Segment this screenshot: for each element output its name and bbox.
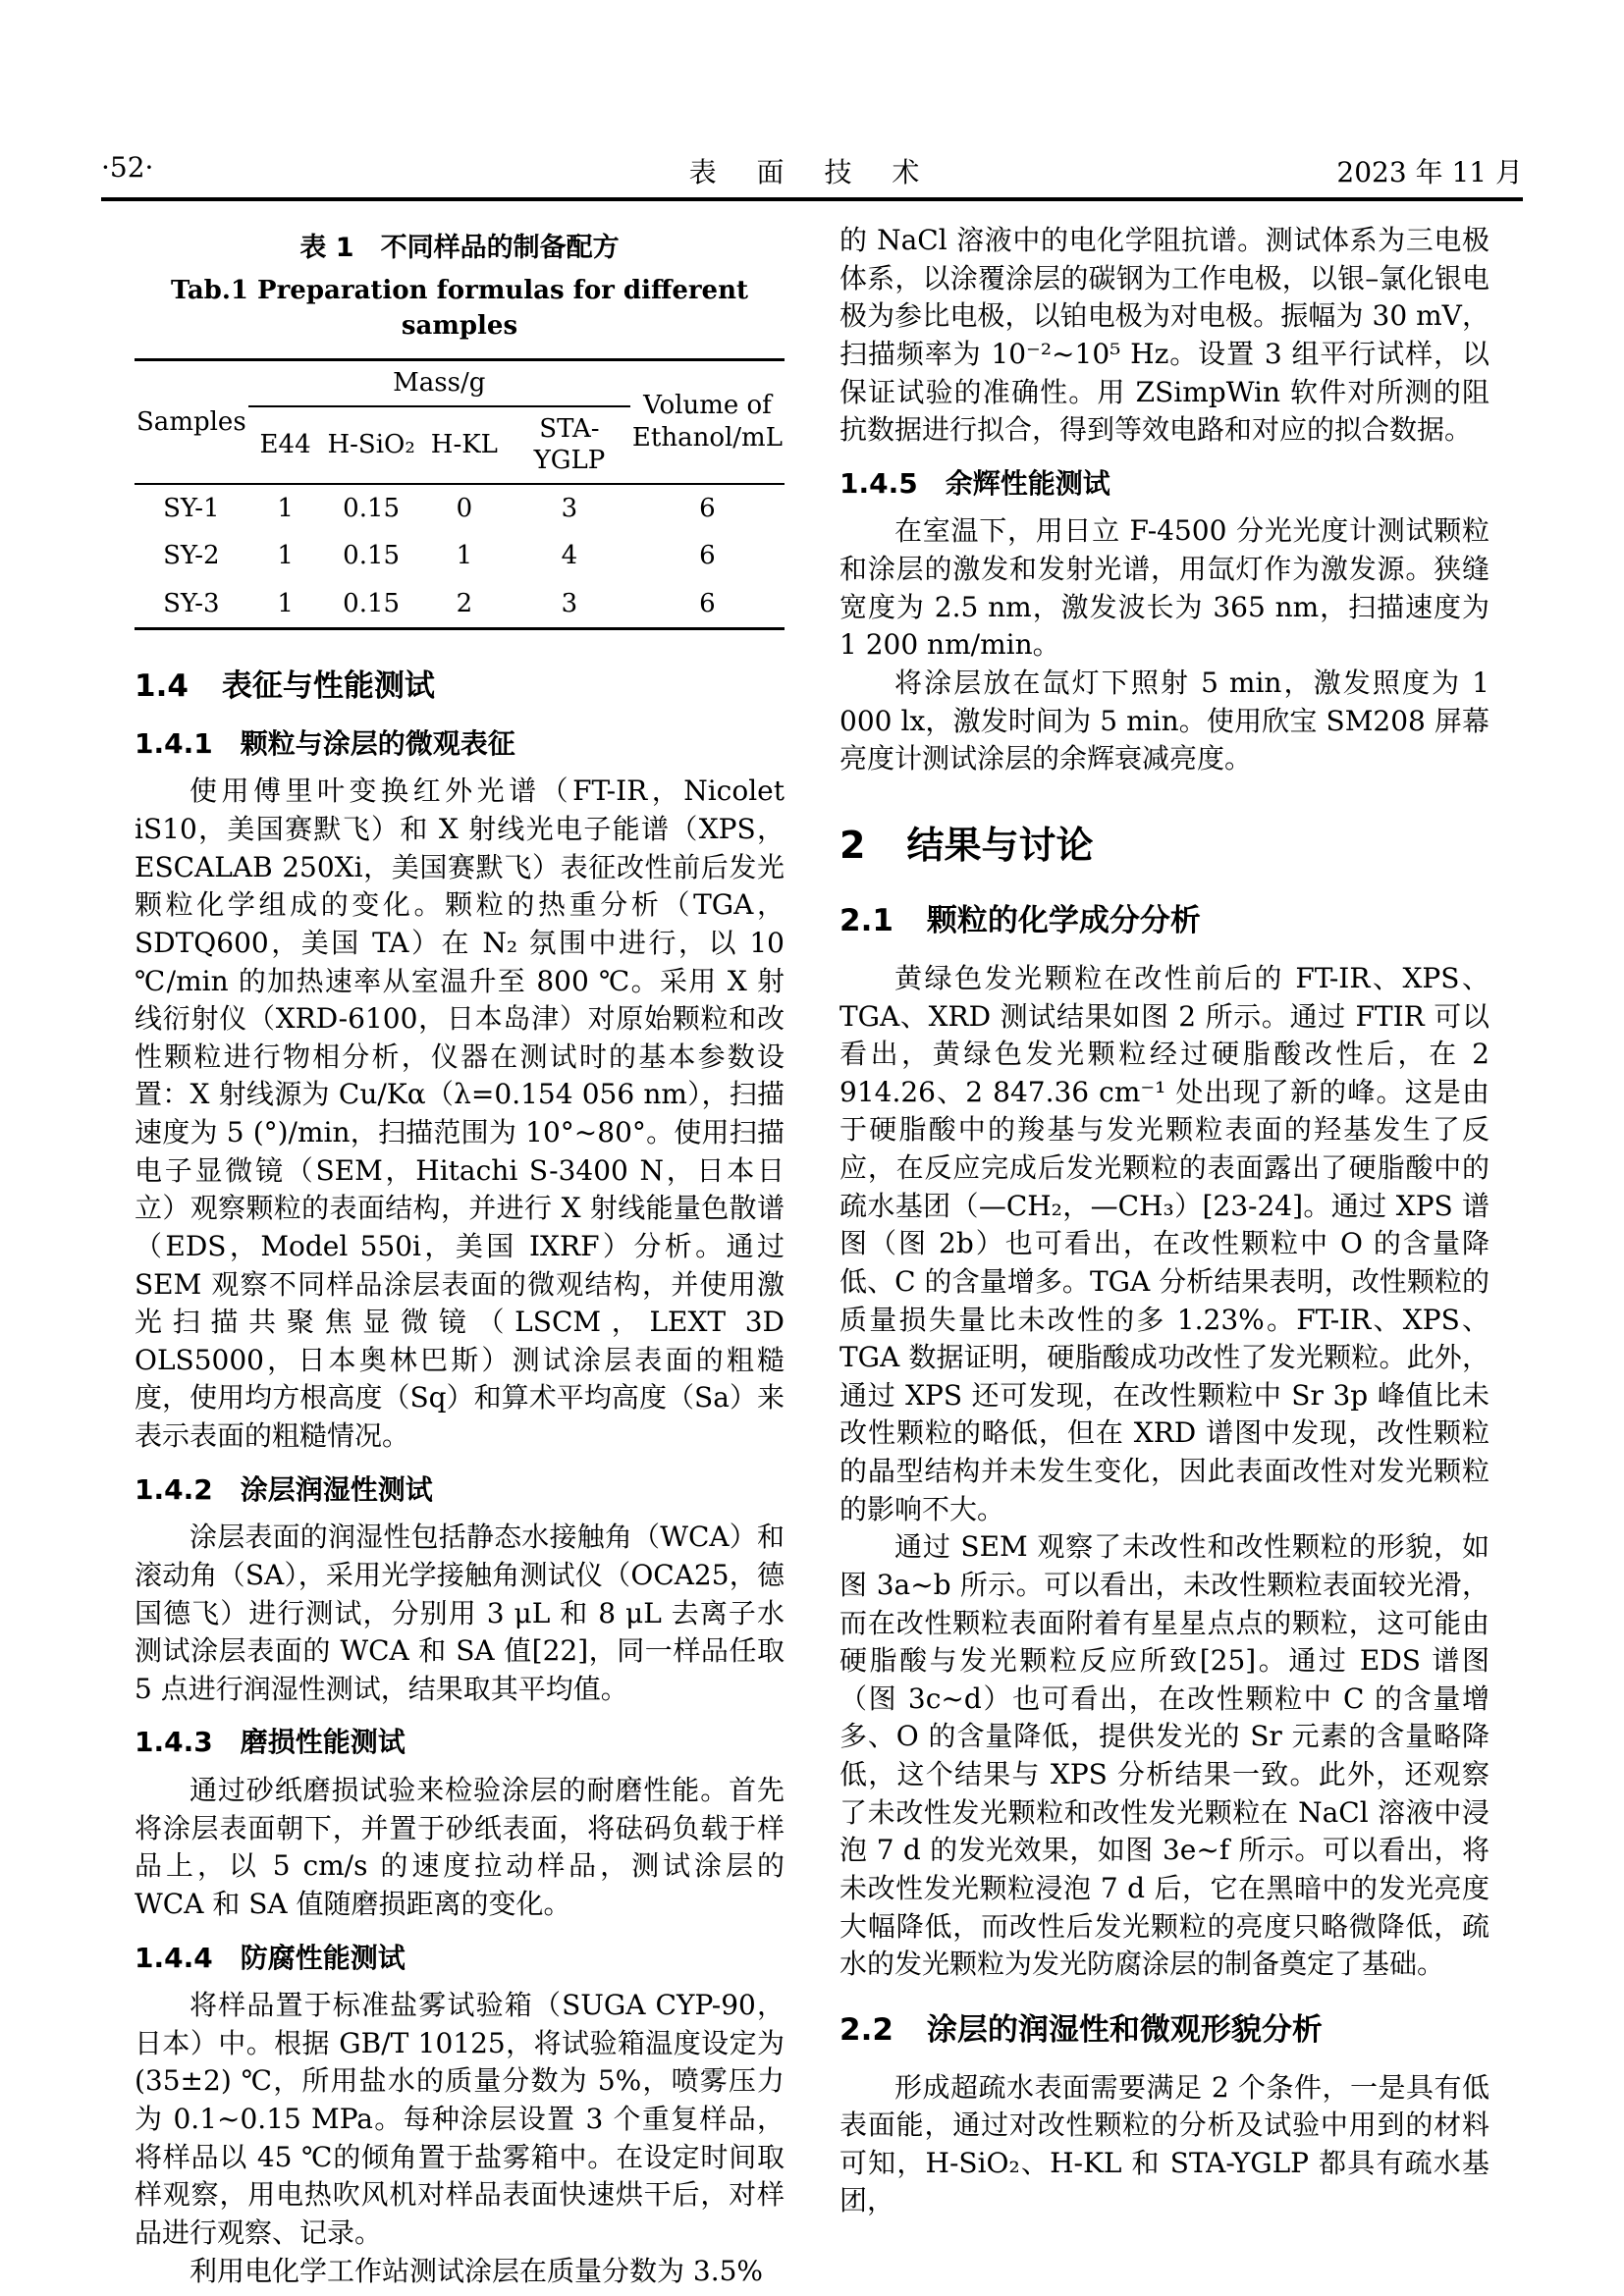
cell-sta: 3 bbox=[561, 493, 578, 523]
paragraph-2-2: 形成超疏水表面需要满足 2 个条件，一是具有低表面能，通过对改性颗粒的分析及试验中用到的材料可知，H-SiO₂、H-KL 和 STA-YGLP 都具有疏水基团， bbox=[839, 2070, 1489, 2217]
subcolumn-e44: E44 bbox=[248, 406, 323, 484]
section-heading-1-4-2 bbox=[135, 1471, 785, 1510]
paragraph-1-4-5a: 在室温下，用日立 F-4500 分光光度计测试颗粒和涂层的激发和发射光谱，用氙灯作为激发源。狭缝宽度为 2.5 nm，激发波长为 365 nm，扫描速度为 1 200 nm/min。 bbox=[839, 514, 1489, 662]
section-number: 2 bbox=[839, 823, 866, 867]
cell-e44: 1 bbox=[277, 493, 294, 523]
preparation-formulas-table bbox=[135, 358, 785, 630]
right-column bbox=[839, 222, 1489, 2220]
running-head bbox=[101, 145, 1523, 190]
cell-sta: 4 bbox=[561, 541, 578, 570]
column-header-volume bbox=[630, 360, 785, 484]
cell-hsio2: 0.15 bbox=[343, 541, 401, 570]
section-title: 磨损性能测试 bbox=[240, 1726, 406, 1759]
cell-ethanol: 6 bbox=[699, 588, 716, 618]
table-row bbox=[135, 580, 785, 629]
header-rule bbox=[101, 197, 1523, 201]
paragraph-1-4-4a: 将样品置于标准盐雾试验箱（SUGA CYP-90，日本）中。根据 GB/T 10125，将试验箱温度设定为 (35±2) ℃，所用盐水的质量分数为 5%，喷雾压力为 0.1~0.15 MPa。每种涂层设置 3 个重复样品，将样品以 45 ℃的倾角置于盐雾箱中。在设定时间取样观察，用电热吹风机对样品表面快速烘干后，对样品进行观察、记录。 bbox=[135, 1989, 785, 2249]
cell-sample: SY-1 bbox=[163, 493, 220, 523]
section-title: 颗粒与涂层的微观表征 bbox=[240, 726, 515, 760]
section-heading-1-4 bbox=[135, 666, 785, 708]
table-1-block bbox=[135, 230, 785, 630]
paragraph-1-4-4b: 利用电化学工作站测试涂层在质量分数为 3.5% bbox=[189, 2254, 764, 2287]
column-header-mass: Mass/g bbox=[248, 360, 630, 406]
section-title: 表征与性能测试 bbox=[221, 668, 435, 704]
section-number: 2.1 bbox=[839, 903, 893, 939]
cell-e44: 1 bbox=[277, 541, 294, 570]
paragraph-1-4-3: 通过砂纸磨损试验来检验涂层的耐磨性能。首先将涂层表面朝下，并置于砂纸表面，将砝码负载于样品上，以 5 cm/s 的速度拉动样品，测试涂层的 WCA 和 SA 值随磨损距离的变化。 bbox=[135, 1774, 785, 1920]
table-row bbox=[135, 532, 785, 580]
cell-hkl: 1 bbox=[456, 541, 473, 570]
section-number: 1.4.4 bbox=[135, 1941, 213, 1974]
cell-hkl: 2 bbox=[456, 588, 473, 618]
cell-hsio2: 0.15 bbox=[343, 493, 401, 523]
section-number: 1.4.3 bbox=[135, 1726, 213, 1759]
section-heading-1-4-3 bbox=[135, 1724, 785, 1762]
section-title: 颗粒的化学成分分析 bbox=[926, 903, 1201, 939]
cell-e44: 1 bbox=[277, 588, 294, 618]
section-title: 防腐性能测试 bbox=[240, 1941, 406, 1974]
paragraph-2-1b: 通过 SEM 观察了未改性和改性颗粒的形貌，如图 3a~b 所示。可以看出，未改性颗粒表面较光滑，而在改性颗粒表面附着有星星点点的颗粒，这可能由硬脂酸与发光颗粒反应所致[25]。通过 EDS 谱图（图 3c~d）也可看出，在改性颗粒中 C 的含量增多、O 的含量降低，提供发光的 Sr 元素的含量略降低，这个结果与 XPS 分析结果一致。此外，还观察了未改性发光颗粒和改性发光颗粒在 NaCl 溶液中浸泡 7 d 的发光效果，如图 3e~f 所示。可以看出，将未改性发光颗粒浸泡 7 d 后，它在黑暗中的发光亮度大幅降低，而改性后发光颗粒的亮度只略微降低，疏水的发光颗粒为发光防腐涂层的制备奠定了基础。 bbox=[839, 1530, 1489, 1981]
section-title: 涂层润湿性测试 bbox=[240, 1472, 433, 1506]
issue-date: 2023 年 11 月 bbox=[1336, 156, 1523, 188]
left-column bbox=[135, 222, 785, 2290]
section-heading-2 bbox=[839, 820, 1489, 871]
subcolumn-hsio2: H-SiO₂ bbox=[323, 406, 420, 484]
paragraph-2-1a: 黄绿色发光颗粒在改性前后的 FT-IR、XPS、TGA、XRD 测试结果如图 2 所示。通过 FTIR 可以看出，黄绿色发光颗粒经过硬脂酸改性后，在 2 914.26、2 847.36 cm⁻¹ 处出现了新的峰。这是由于硬脂酸中的羧基与发光颗粒表面的羟基发生了反应，在反应完成后发光颗粒的表面露出了硬脂酸中的疏水基团（—CH₂，—CH₃）[23-24]。通过 XPS 谱图（图 2b）也可看出，在改性颗粒中 O 的含量降低、C 的含量增多。TGA 分析结果表明，改性颗粒的质量损失量比未改性的多 1.23%。FT-IR、XPS、TGA 数据证明，硬脂酸成功改性了发光颗粒。此外，通过 XPS 还可发现，在改性颗粒中 Sr 3p 峰值比未改性颗粒的略低，但在 XRD 谱图中发现，改性颗粒的晶型结构并未发生变化，因此表面改性对发光颗粒的影响不大。 bbox=[839, 961, 1489, 1525]
paragraph-continuation: 的 NaCl 溶液中的电化学阻抗谱。测试体系为三电极体系，以涂覆涂层的碳钢为工作电极，以银–氯化银电极为参比电极，以铂电极为对电极。振幅为 30 mV，扫描频率为 10⁻²~10⁵ Hz。设置 3 组平行试样，以保证试验的准确性。用 ZSimpWin 软件对所测的阻抗数据进行拟合，得到等效电路和对应的拟合数据。 bbox=[839, 224, 1489, 447]
column-header-volume-line1: Volume of bbox=[643, 391, 772, 421]
section-heading-1-4-4 bbox=[135, 1940, 785, 1978]
section-number: 1.4 bbox=[135, 668, 189, 704]
section-number: 1.4.1 bbox=[135, 726, 213, 760]
section-heading-2-2 bbox=[839, 2009, 1489, 2052]
section-number: 2.2 bbox=[839, 2011, 893, 2048]
section-heading-1-4-5 bbox=[839, 465, 1489, 504]
cell-hsio2: 0.15 bbox=[343, 588, 401, 618]
page-number: ·52· bbox=[101, 151, 154, 184]
table-title-zh: 表 1 不同样品的制备配方 bbox=[299, 233, 620, 263]
cell-hkl: 0 bbox=[456, 493, 473, 523]
subcolumn-hkl: H-KL bbox=[420, 406, 509, 484]
section-title: 涂层的润湿性和微观形貌分析 bbox=[926, 2011, 1323, 2048]
section-heading-2-1 bbox=[839, 900, 1489, 942]
table-row bbox=[135, 484, 785, 533]
cell-sta: 3 bbox=[561, 588, 578, 618]
section-number: 1.4.2 bbox=[135, 1472, 213, 1506]
cell-sample: SY-2 bbox=[163, 541, 220, 570]
table-title-en: Tab.1 Preparation formulas for different samples bbox=[170, 276, 749, 342]
column-header-samples: Samples bbox=[135, 360, 248, 484]
subcolumn-sta-yglp: STA-YGLP bbox=[509, 406, 630, 484]
cell-ethanol: 6 bbox=[699, 541, 716, 570]
column-header-volume-line2: Ethanol/mL bbox=[631, 422, 783, 453]
paragraph-1-4-2: 涂层表面的润湿性包括静态水接触角（WCA）和滚动角（SA），采用光学接触角测试仪（OCA25，德国德飞）进行测试，分别用 3 μL 和 8 μL 去离子水测试涂层表面的 WCA 和 SA 值[22]，同一样品任取 5 点进行润湿性测试，结果取其平均值。 bbox=[135, 1521, 785, 1705]
paragraph-1-4-5b: 将涂层放在氙灯下照射 5 min，激发照度为 1 000 lx，激发时间为 5 min。使用欣宝 SM208 屏幕亮度计测试涂层的余辉衰减亮度。 bbox=[839, 666, 1489, 775]
paragraph-1-4-1: 使用傅里叶变换红外光谱（FT-IR，Nicolet iS10，美国赛默飞）和 X 射线光电子能谱（XPS，ESCALAB 250Xi，美国赛默飞）表征改性前后发光颗粒化学组成的变化。颗粒的热重分析（TGA，SDTQ600，美国 TA）在 N₂ 氛围中进行，以 10 ℃/min 的加热速率从室温升至 800 ℃。采用 X 射线衍射仪（XRD-6100，日本岛津）对原始颗粒和改性颗粒进行物相分析，仪器在测试时的基本参数设置：X 射线源为 Cu/Kα（λ=0.154 056 nm），扫描速度为 5 (°)/min，扫描范围为 10°~80°。使用扫描电子显微镜（SEM，Hitachi S-3400 N，日本日立）观察颗粒的表面结构，并进行 X 射线能量色散谱（EDS，Model 550i，美国 IXRF）分析。通过 SEM 观察不同样品涂层表面的微观结构，并使用激光扫描共聚焦显微镜（LSCM，LEXT 3D OLS5000，日本奥林巴斯）测试涂层表面的粗糙度，使用均方根高度（Sq）和算术平均高度（Sa）来表示表面的粗糙情况。 bbox=[135, 774, 785, 1453]
section-title: 余辉性能测试 bbox=[945, 466, 1110, 500]
cell-ethanol: 6 bbox=[699, 493, 716, 523]
journal-title: 表 面 技 术 bbox=[688, 156, 936, 188]
section-title: 结果与讨论 bbox=[906, 823, 1094, 867]
section-number: 1.4.5 bbox=[839, 466, 918, 500]
cell-sample: SY-3 bbox=[163, 588, 220, 618]
section-heading-1-4-1 bbox=[135, 725, 785, 764]
